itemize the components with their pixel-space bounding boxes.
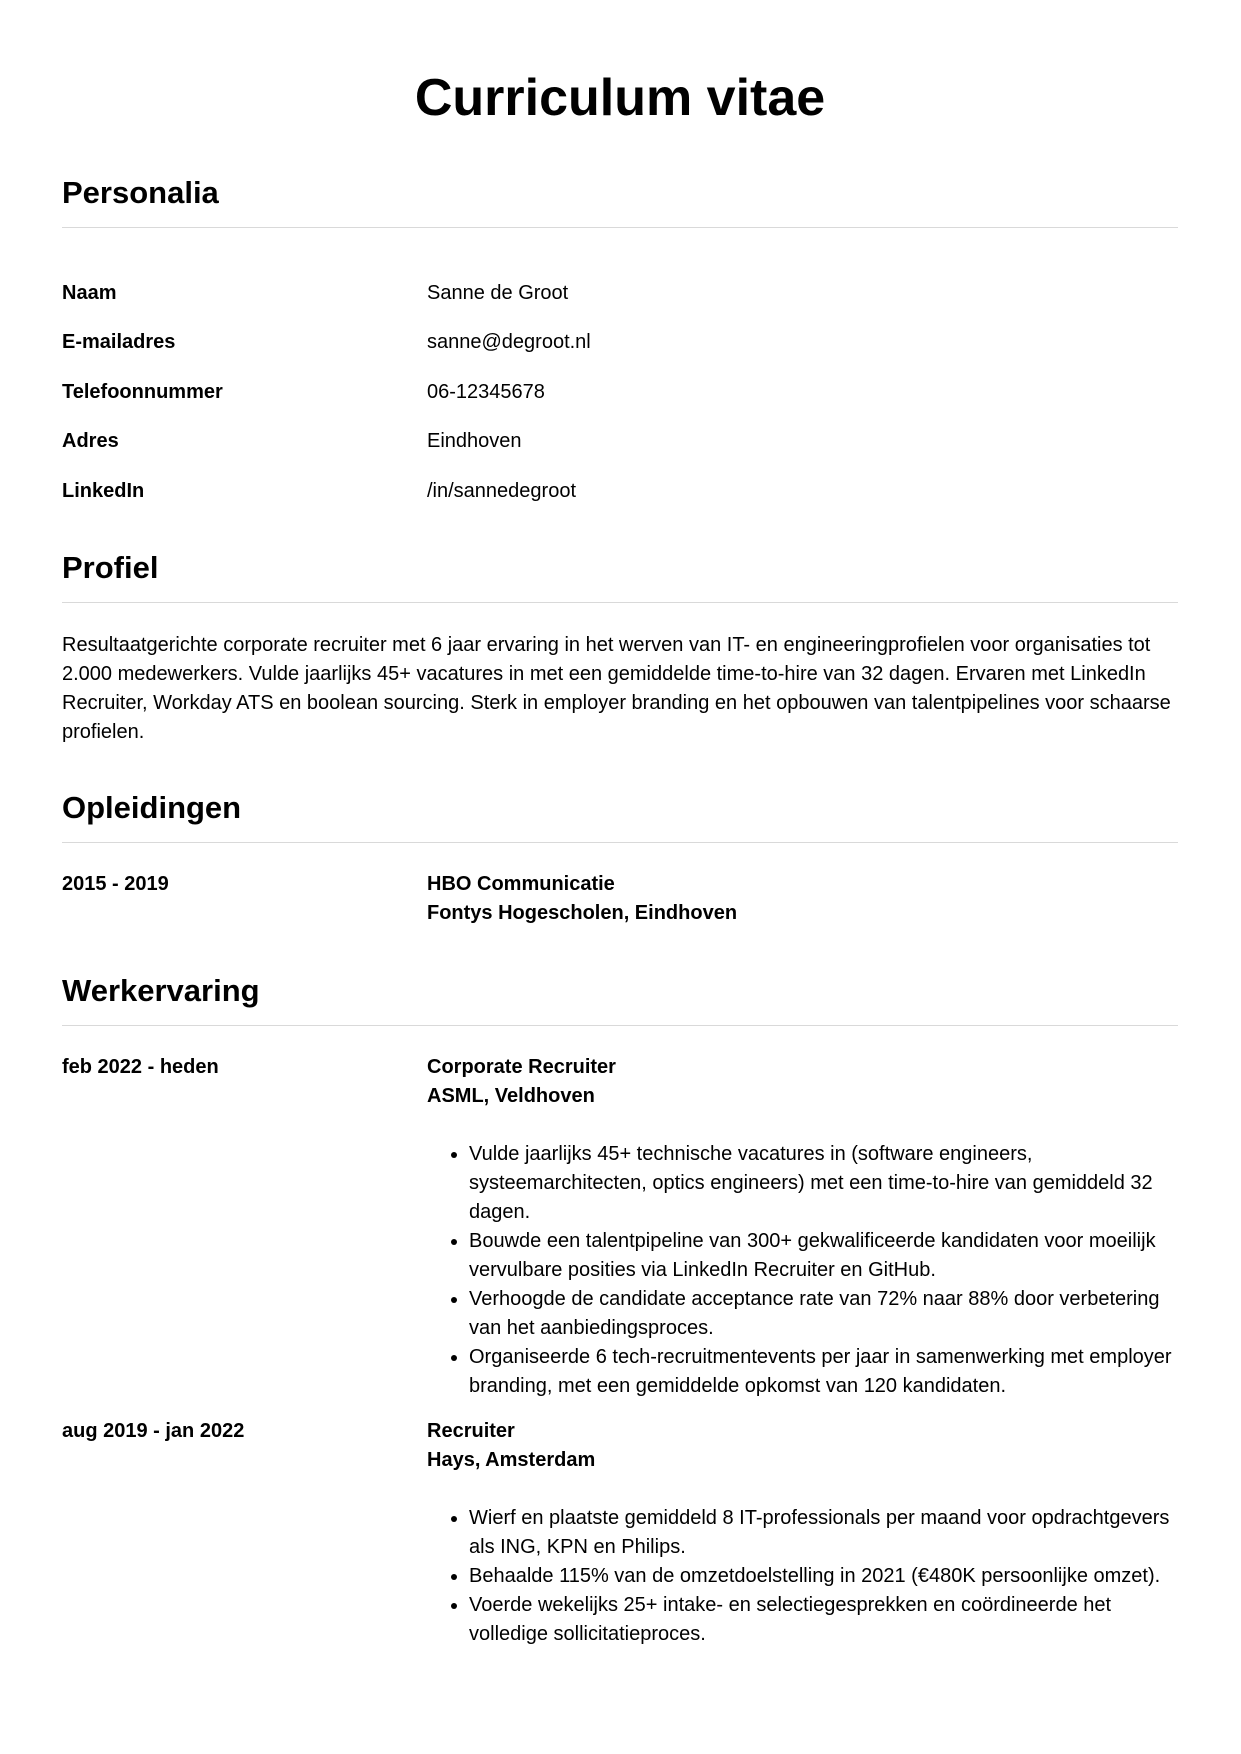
section-personalia bbox=[62, 174, 1178, 228]
section-heading: Profiel bbox=[62, 550, 159, 585]
education-title: HBO Communicatie bbox=[427, 873, 615, 895]
achievement-list bbox=[427, 1504, 1178, 1649]
job-title: Corporate Recruiter bbox=[427, 1056, 616, 1078]
field-value: Eindhoven bbox=[427, 430, 522, 452]
field-label: Naam bbox=[62, 282, 117, 304]
job-title: Recruiter bbox=[427, 1420, 515, 1442]
section-werkervaring bbox=[62, 972, 1178, 1026]
achievement-list bbox=[427, 1140, 1178, 1401]
work-period: feb 2022 - heden bbox=[62, 1056, 219, 1078]
education-institution: Fontys Hogescholen, Eindhoven bbox=[427, 902, 738, 924]
list-item: • Voerde wekelijks 25+ intake- en selectiegesprekken en coördineerde het volledige sollicitatieproces. bbox=[469, 1591, 1178, 1649]
profile-summary: Resultaatgerichte corporate recruiter met 6 jaar ervaring in het werven van IT- en engineeringprofielen voor organisaties tot 2.000 medewerkers. Vulde jaarlijks 45+ vacatures in met een gemiddelde time-to-hire van 32 dagen. Ervaren met LinkedIn Recruiter, Workday ATS en boolean sourcing. Sterk in employer branding en het opbouwen van talentpipelines voor schaarse profielen. bbox=[62, 634, 1171, 743]
list-item: • Wierf en plaatste gemiddeld 8 IT-professionals per maand voor opdrachtgevers als ING, KPN en Philips. bbox=[469, 1504, 1178, 1562]
employer: ASML, Veldhoven bbox=[427, 1085, 595, 1107]
list-item: • Vulde jaarlijks 45+ technische vacatures in (software engineers, systeemarchitecten, optics engineers) met een time-to-hire van gemiddeld 32 dagen. bbox=[469, 1140, 1178, 1227]
field-value: 06-12345678 bbox=[427, 381, 545, 403]
document-title: Curriculum vitae bbox=[414, 69, 826, 127]
field-value: /in/sannedegroot bbox=[427, 480, 577, 502]
field-label: E-mailadres bbox=[62, 331, 176, 353]
work-period: aug 2019 - jan 2022 bbox=[62, 1420, 245, 1442]
section-divider bbox=[62, 227, 1178, 228]
section-profiel bbox=[62, 549, 1178, 603]
section-heading: Personalia bbox=[62, 175, 219, 210]
section-divider bbox=[62, 1025, 1178, 1026]
field-label: LinkedIn bbox=[62, 480, 145, 502]
field-label: Adres bbox=[62, 430, 119, 452]
section-heading: Werkervaring bbox=[62, 973, 260, 1008]
cv-page bbox=[62, 0, 1178, 1645]
field-value: Sanne de Groot bbox=[427, 282, 569, 304]
section-heading: Opleidingen bbox=[62, 790, 242, 825]
section-opleidingen bbox=[62, 789, 1178, 843]
section-divider bbox=[62, 602, 1178, 603]
education-period: 2015 - 2019 bbox=[62, 873, 169, 895]
field-label: Telefoonnummer bbox=[62, 381, 223, 403]
list-item: • Verhoogde de candidate acceptance rate van 72% naar 88% door verbetering van het aanbiedingsproces. bbox=[469, 1285, 1178, 1343]
field-value: sanne@degroot.nl bbox=[427, 331, 591, 353]
section-divider bbox=[62, 842, 1178, 843]
employer: Hays, Amsterdam bbox=[427, 1449, 596, 1471]
list-item: • Organiseerde 6 tech-recruitmentevents per jaar in samenwerking met employer branding, met een gemiddelde opkomst van 120 kandidaten. bbox=[469, 1343, 1178, 1401]
list-item: • Behaalde 115% van de omzetdoelstelling in 2021 (€480K persoonlijke omzet). bbox=[469, 1562, 1178, 1591]
list-item: • Bouwde een talentpipeline van 300+ gekwalificeerde kandidaten voor moeilijk vervulbare posities via LinkedIn Recruiter en GitHub. bbox=[469, 1227, 1178, 1285]
